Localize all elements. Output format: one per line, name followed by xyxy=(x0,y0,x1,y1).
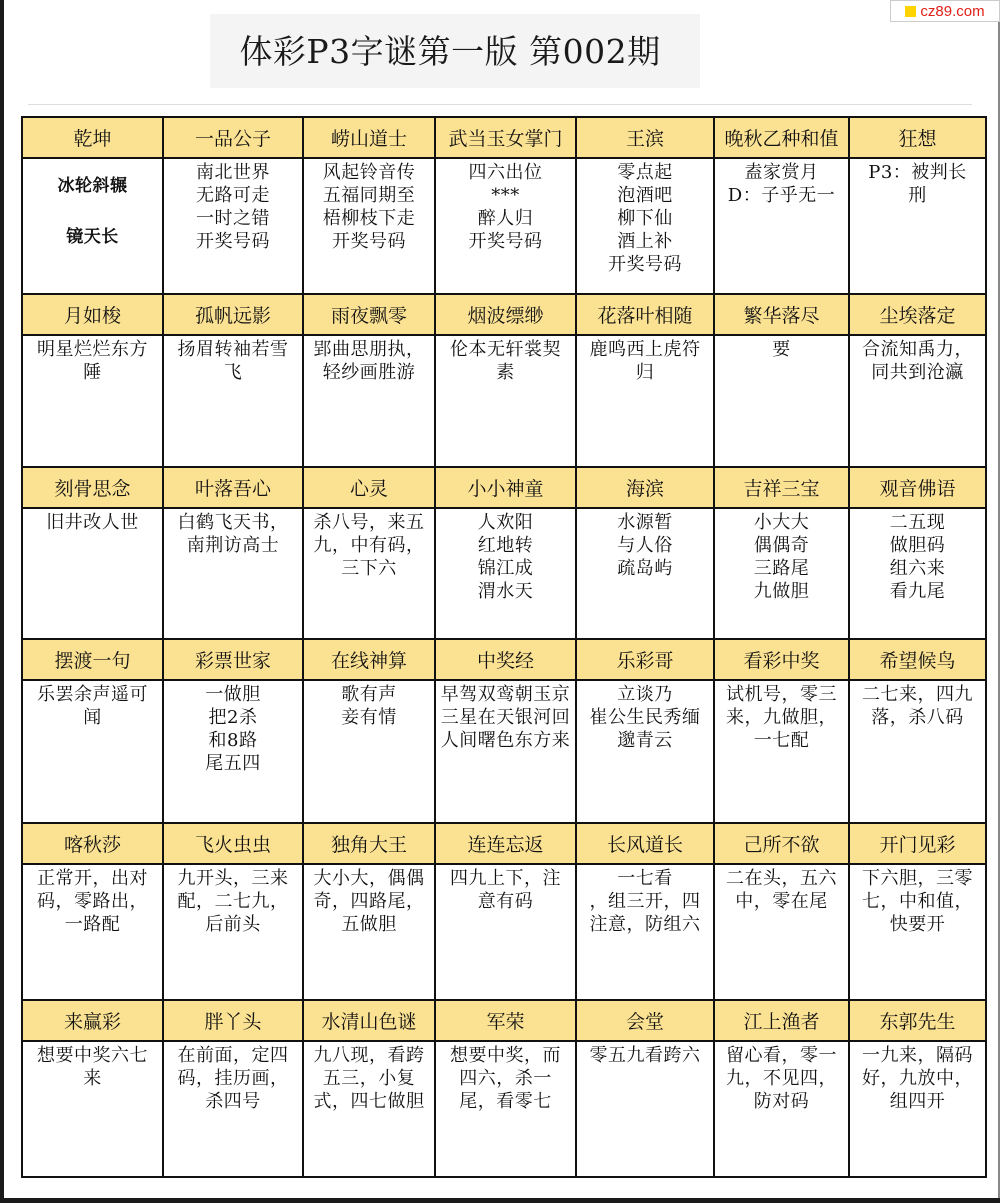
riddle-line: 盍家赏月 xyxy=(744,162,819,184)
riddle-line: 一七看 xyxy=(617,867,673,889)
riddle-line: 偶偶奇 xyxy=(753,534,810,556)
riddle-line: 泡酒吧 xyxy=(617,185,673,207)
riddle-line: 四六，杀一 xyxy=(459,1067,552,1089)
forecaster-name: 吉祥三宝 xyxy=(714,467,849,508)
riddle-text xyxy=(22,508,163,640)
riddle-line: 零点起 xyxy=(617,162,673,184)
riddle-line: 飞 xyxy=(223,362,243,384)
riddle-line: 来，九做胆， xyxy=(726,707,837,729)
riddle-text xyxy=(849,335,986,467)
riddle-line: 三下六 xyxy=(341,557,397,579)
forecaster-name: 尘埃落定 xyxy=(849,294,986,335)
forecaster-name: 繁华落尽 xyxy=(714,294,849,335)
riddle-line: 南荆访高士 xyxy=(186,534,280,556)
riddle-line: 一九来，隔码 xyxy=(862,1044,973,1066)
riddle-line: 落，杀八码 xyxy=(871,707,964,729)
riddle-line: 素 xyxy=(496,362,515,384)
riddle-line: 旧井改人世 xyxy=(46,511,139,533)
content-row xyxy=(22,335,986,467)
riddle-line: 码，挂历画， xyxy=(177,1067,289,1089)
riddle-line: 与人俗 xyxy=(617,534,673,556)
riddle-text xyxy=(576,680,714,822)
forecaster-name: 看彩中奖 xyxy=(714,639,849,680)
forecaster-name: 长风道长 xyxy=(576,823,714,864)
riddle-line: 下六胆，三零 xyxy=(862,867,973,889)
riddle-text xyxy=(303,335,435,467)
riddle-line: 意有码 xyxy=(477,890,534,912)
riddle-line: 九做胆 xyxy=(753,580,810,602)
riddle-text xyxy=(22,1041,163,1177)
riddle-line: 南北世界 xyxy=(196,162,270,184)
title-divider xyxy=(28,104,972,105)
forecaster-name: 晚秋乙种和值 xyxy=(714,117,849,158)
riddle-line: 三星在天银河回 xyxy=(440,707,571,729)
header-row xyxy=(22,639,986,680)
riddle-line: 邈青云 xyxy=(617,730,673,752)
forecaster-name: 崂山道士 xyxy=(303,117,435,158)
forecaster-name: 叶落吾心 xyxy=(163,467,303,508)
forecaster-name: 狂想 xyxy=(849,117,986,158)
riddle-line: 明星烂烂东方 xyxy=(37,339,148,361)
forecaster-name: 胖丫头 xyxy=(163,1000,303,1041)
riddle-text xyxy=(22,680,163,822)
riddle-line: 尾，看零七 xyxy=(459,1090,552,1112)
forecaster-name: 中奖经 xyxy=(435,639,576,680)
header-row xyxy=(22,823,986,864)
riddle-text xyxy=(22,158,163,294)
riddle-line: 七，中和值， xyxy=(862,890,973,912)
riddle-line: 想要中奖，而 xyxy=(450,1044,561,1066)
riddle-line: 想要中奖六七 xyxy=(37,1044,148,1066)
riddle-line: 防对码 xyxy=(753,1090,810,1112)
content-row xyxy=(22,508,986,640)
riddle-line: 郢曲思朋执， xyxy=(313,339,425,361)
riddle-text xyxy=(576,508,714,640)
riddle-line: 式，四七做胆 xyxy=(313,1090,425,1112)
riddle-line: 妾有情 xyxy=(341,707,397,729)
riddle-line: 渭水天 xyxy=(477,580,534,602)
header-row xyxy=(22,1000,986,1041)
riddle-line: 五做胆 xyxy=(341,913,397,935)
riddle-line: 冰轮斜辗 xyxy=(57,176,128,197)
riddle-text xyxy=(849,158,986,294)
forecaster-name: 军荣 xyxy=(435,1000,576,1041)
riddle-line: 把2杀 xyxy=(208,707,258,729)
riddle-line: 二五现 xyxy=(889,511,946,533)
riddle-line: 九，不见四， xyxy=(726,1067,837,1089)
riddle-line: 伦本无轩裳契 xyxy=(450,339,561,361)
riddle-line: 尾五四 xyxy=(205,753,261,775)
riddle-line: 正常开，出对 xyxy=(37,867,148,889)
forecaster-name: 东郭先生 xyxy=(849,1000,986,1041)
riddle-text xyxy=(849,508,986,640)
riddle-line: 九八现，看跨 xyxy=(313,1044,425,1066)
riddle-text xyxy=(714,508,849,640)
forecaster-name: 雨夜飘零 xyxy=(303,294,435,335)
riddle-line: 杀四号 xyxy=(205,1090,261,1112)
riddle-text xyxy=(435,864,576,1000)
riddle-line: 闻 xyxy=(83,707,102,729)
riddle-table xyxy=(21,116,987,1178)
riddle-line: 崔公生民秀缅 xyxy=(589,707,701,729)
riddle-text xyxy=(22,864,163,1000)
riddle-line: 鹿鸣西上虎符 xyxy=(589,339,701,361)
site-watermark-link[interactable] xyxy=(890,0,1000,22)
riddle-text xyxy=(576,864,714,1000)
riddle-line: 乐罢余声遥可 xyxy=(37,684,148,706)
riddle-text xyxy=(849,864,986,1000)
riddle-text xyxy=(576,1041,714,1177)
riddle-line: 看九尾 xyxy=(889,580,946,602)
riddle-line: 五三，小复 xyxy=(322,1067,416,1089)
riddle-line: 快要开 xyxy=(889,913,946,935)
riddle-line: 配，二七九， xyxy=(177,890,289,912)
forecaster-name: 摆渡一句 xyxy=(22,639,163,680)
riddle-line: 好，九放中， xyxy=(862,1067,973,1089)
forecaster-name: 来赢彩 xyxy=(22,1000,163,1041)
riddle-line: D：子乎无一 xyxy=(727,185,836,207)
content-row xyxy=(22,680,986,822)
riddle-line: 四六出位 xyxy=(468,162,543,184)
riddle-line: 和8路 xyxy=(208,730,258,752)
riddle-line: 零五九看跨六 xyxy=(589,1044,701,1066)
riddle-line: 一时之错 xyxy=(196,208,270,230)
riddle-line: 杀八号，来五 xyxy=(313,511,425,533)
riddle-line: 轻纱画胜游 xyxy=(322,362,416,384)
forecaster-name: 江上渔者 xyxy=(714,1000,849,1041)
square-icon xyxy=(905,6,916,17)
header-row xyxy=(22,117,986,158)
riddle-line: 注意，防组六 xyxy=(589,913,701,935)
forecaster-name: 花落叶相随 xyxy=(576,294,714,335)
riddle-line: 酒上补 xyxy=(617,231,673,253)
forecaster-name: 海滨 xyxy=(576,467,714,508)
forecaster-name: 彩票世家 xyxy=(163,639,303,680)
riddle-line: 红地转 xyxy=(477,534,534,556)
riddle-text xyxy=(849,680,986,822)
riddle-text xyxy=(163,158,303,294)
riddle-line: 三路尾 xyxy=(753,557,810,579)
riddle-line: 扬眉转袖若雪 xyxy=(177,339,289,361)
page-title: 体彩P3字谜第一版 第002期 xyxy=(239,32,661,71)
riddle-line: 九，中有码， xyxy=(313,534,425,556)
riddle-line: 疏岛屿 xyxy=(617,557,673,579)
riddle-text xyxy=(303,158,435,294)
content-row xyxy=(22,158,986,294)
forecaster-name: 刻骨思念 xyxy=(22,467,163,508)
forecaster-name: 飞火虫虫 xyxy=(163,823,303,864)
riddle-line: 开奖号码 xyxy=(468,231,543,253)
forecaster-name: 开门见彩 xyxy=(849,823,986,864)
forecaster-name: 一品公子 xyxy=(163,117,303,158)
riddle-line: 合流知禹力， xyxy=(862,339,973,361)
riddle-line: 后前头 xyxy=(205,913,261,935)
riddle-line: 人间曙色东方来 xyxy=(440,730,571,752)
forecaster-name: 乐彩哥 xyxy=(576,639,714,680)
riddle-line: 水源暂 xyxy=(617,511,673,533)
riddle-text xyxy=(849,1041,986,1177)
riddle-line: 码，零路出， xyxy=(37,890,148,912)
forecaster-name: 孤帆远影 xyxy=(163,294,303,335)
left-border xyxy=(0,0,4,1203)
bottom-border xyxy=(0,1198,1000,1203)
forecaster-name: 会堂 xyxy=(576,1000,714,1041)
riddle-text xyxy=(163,680,303,822)
riddle-line: 奇，四路尾， xyxy=(313,890,425,912)
riddle-line: 一做胆 xyxy=(205,684,261,706)
riddle-line: 锦江成 xyxy=(477,557,534,579)
riddle-text xyxy=(435,680,576,822)
riddle-line: 开奖号码 xyxy=(196,231,270,253)
riddle-line: 早驾双鸾朝玉京 xyxy=(440,684,571,706)
riddle-line: 来 xyxy=(83,1067,102,1089)
riddle-line: 要 xyxy=(772,339,791,361)
riddle-line: 归 xyxy=(635,362,655,384)
forecaster-name: 观音佛语 xyxy=(849,467,986,508)
forecaster-name: 在线神算 xyxy=(303,639,435,680)
riddle-text xyxy=(714,864,849,1000)
riddle-text xyxy=(22,335,163,467)
forecaster-name: 乾坤 xyxy=(22,117,163,158)
forecaster-name: 心灵 xyxy=(303,467,435,508)
forecaster-name: 烟波缥缈 xyxy=(435,294,576,335)
riddle-line: 二在头，五六 xyxy=(726,867,837,889)
forecaster-name: 月如梭 xyxy=(22,294,163,335)
forecaster-name: 连连忘返 xyxy=(435,823,576,864)
riddle-line: 人欢阳 xyxy=(477,511,534,533)
riddle-line: 九开头，三来 xyxy=(177,867,289,889)
riddle-line: 无路可走 xyxy=(196,185,270,207)
riddle-line: *** xyxy=(491,185,520,207)
riddle-line: 柳下仙 xyxy=(617,208,673,230)
riddle-line: 四九上下，注 xyxy=(450,867,561,889)
riddle-text xyxy=(303,864,435,1000)
riddle-line: 做胆码 xyxy=(889,534,946,556)
riddle-line: 在前面，定四 xyxy=(177,1044,289,1066)
riddle-line: 小大大 xyxy=(753,511,810,533)
riddle-line: 白鹤飞天书， xyxy=(177,511,289,533)
riddle-line: 醉人归 xyxy=(477,208,534,230)
riddle-line: P3：被判长 xyxy=(868,162,967,184)
forecaster-name: 希望候鸟 xyxy=(849,639,986,680)
riddle-line: ，组三开，四 xyxy=(589,890,701,912)
riddle-text xyxy=(435,335,576,467)
watermark-text: cz89.com xyxy=(920,2,985,20)
riddle-line: 刑 xyxy=(908,185,927,207)
forecaster-name: 小小神童 xyxy=(435,467,576,508)
riddle-line: 一七配 xyxy=(753,730,810,752)
content-row xyxy=(22,864,986,1000)
riddle-text xyxy=(163,335,303,467)
riddle-line: 大小大，偶偶 xyxy=(313,867,425,889)
riddle-line: 留心看，零一 xyxy=(726,1044,837,1066)
riddle-text xyxy=(303,1041,435,1177)
forecaster-name: 水清山色谜 xyxy=(303,1000,435,1041)
header-row xyxy=(22,467,986,508)
header-row xyxy=(22,294,986,335)
forecaster-name: 己所不欲 xyxy=(714,823,849,864)
riddle-line: 一路配 xyxy=(64,913,121,935)
riddle-text xyxy=(435,508,576,640)
forecaster-name: 武当玉女掌门 xyxy=(435,117,576,158)
riddle-line: 中，零在尾 xyxy=(735,890,828,912)
riddle-text xyxy=(163,864,303,1000)
riddle-line: 二七来，四九 xyxy=(862,684,973,706)
riddle-line: 组六来 xyxy=(889,557,946,579)
riddle-text xyxy=(714,1041,849,1177)
riddle-line: 陲 xyxy=(83,362,102,384)
riddle-text xyxy=(163,1041,303,1177)
content-row xyxy=(22,1041,986,1177)
riddle-line: 歌有声 xyxy=(341,684,397,706)
riddle-line: 立谈乃 xyxy=(617,684,673,706)
riddle-text xyxy=(303,680,435,822)
riddle-line: 镜天长 xyxy=(66,227,119,248)
riddle-text xyxy=(576,335,714,467)
riddle-text xyxy=(714,335,849,467)
riddle-text xyxy=(163,508,303,640)
riddle-text xyxy=(303,508,435,640)
riddle-text xyxy=(714,680,849,822)
riddle-line: 组四开 xyxy=(889,1090,946,1112)
riddle-line: 试机号，零三 xyxy=(726,684,837,706)
riddle-line: 开奖号码 xyxy=(608,254,682,276)
riddle-text xyxy=(435,1041,576,1177)
riddle-line: 风起铃音传 xyxy=(322,162,416,184)
riddle-line: 开奖号码 xyxy=(332,231,406,253)
riddle-line: 梧柳枝下走 xyxy=(322,208,416,230)
forecaster-name: 喀秋莎 xyxy=(22,823,163,864)
forecaster-name: 王滨 xyxy=(576,117,714,158)
riddle-line: 五福同期至 xyxy=(322,185,416,207)
riddle-text xyxy=(714,158,849,294)
forecaster-name: 独角大王 xyxy=(303,823,435,864)
riddle-line: 同共到沧瀛 xyxy=(871,362,964,384)
riddle-text xyxy=(435,158,576,294)
riddle-text xyxy=(576,158,714,294)
